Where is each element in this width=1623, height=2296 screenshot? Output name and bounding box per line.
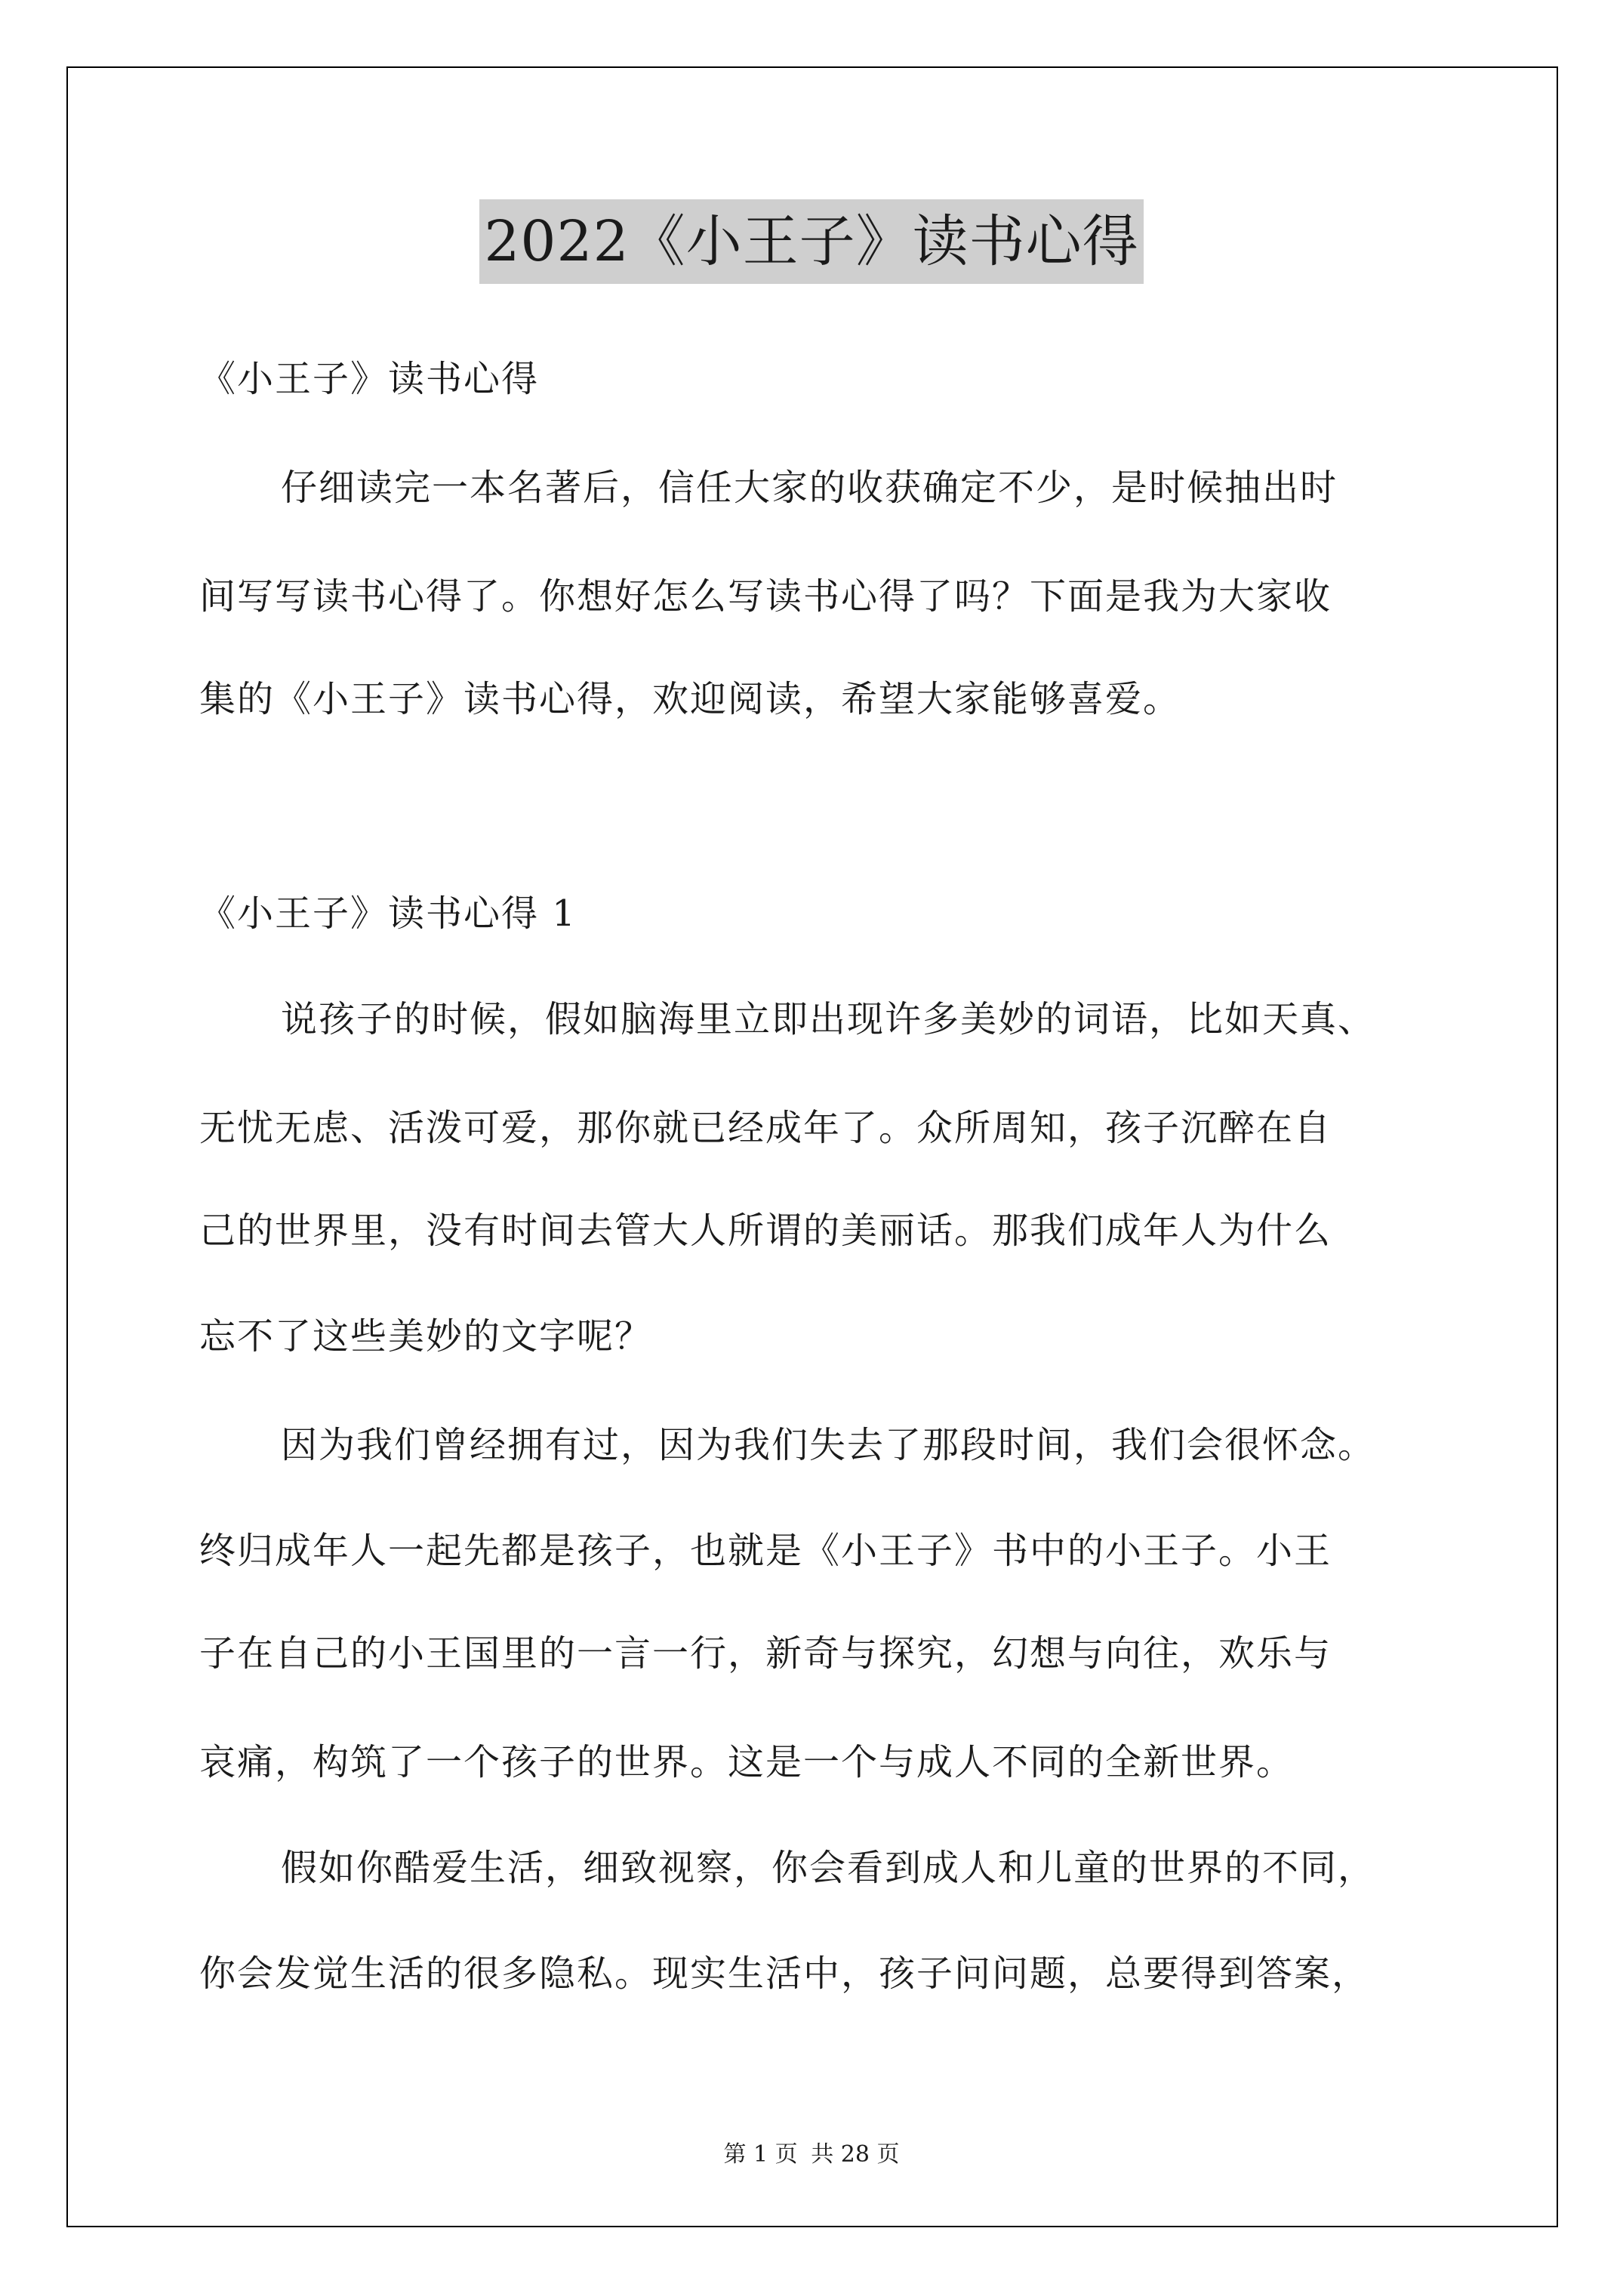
paragraph-line: 说孩子的时候，假如脑海里立即出现许多美妙的词语，比如天真、 [281,998,1376,1040]
intro-line: 间写写读书心得了。你想好怎么写读书心得了吗？下面是我为大家收 [199,575,1332,618]
title-container [0,199,1623,284]
paragraph-line: 己的世界里，没有时间去管大人所谓的美丽话。那我们成年人为什么 [199,1210,1332,1252]
paragraph-line: 无忧无虑、活泼可爱，那你就已经成年了。众所周知，孩子沉醉在自 [199,1107,1332,1149]
intro-line: 仔细读完一本名著后，信任大家的收获确定不少，是时候抽出时 [281,467,1338,509]
paragraph-line: 终归成年人一起先都是孩子，也就是《小王子》书中的小王子。小王 [199,1530,1332,1572]
paragraph-line: 因为我们曾经拥有过，因为我们失去了那段时间，我们会很怀念。 [281,1424,1376,1466]
paragraph-line: 子在自己的小王国里的一言一行，新奇与探究，幻想与向往，欢乐与 [199,1632,1332,1675]
page-footer [0,2140,1623,2170]
paragraph-line: 哀痛，构筑了一个孩子的世界。这是一个与成人不同的全新世界。 [199,1741,1295,1783]
document-title: 2022《小王子》读书心得 [479,199,1143,284]
section-heading: 《小王子》读书心得 1 [199,892,577,935]
paragraph-line: 假如你酷爱生活，细致视察，你会看到成人和儿童的世界的不同， [281,1847,1376,1889]
intro-line: 集的《小王子》读书心得，欢迎阅读，希望大家能够喜爱。 [199,678,1181,720]
page-number: 第 1 页 [723,2141,798,2168]
paragraph-line: 忘不了这些美妙的文字呢？ [199,1315,653,1358]
paragraph-line: 你会发觉生活的很多隐私。现实生活中，孩子问问题，总要得到答案， [199,1952,1370,1995]
page-total: 共 28 页 [811,2141,900,2168]
intro-heading: 《小王子》读书心得 [199,358,540,400]
